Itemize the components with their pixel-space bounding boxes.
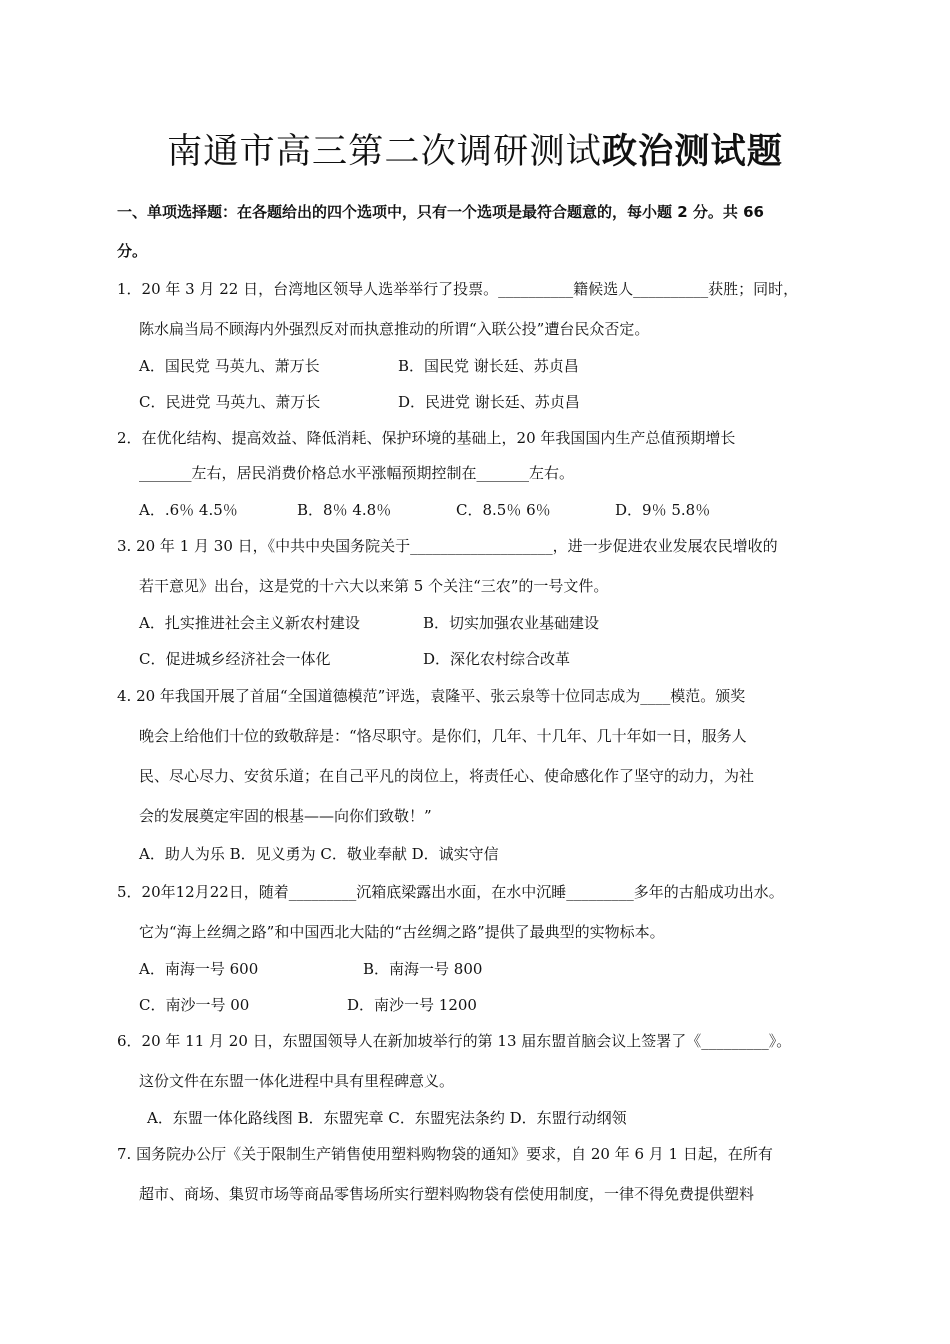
question-2-option-d: D．9％ 5.8％ — [615, 501, 711, 519]
title-main: 南通市高三第二次调研测试 — [166, 131, 602, 172]
question-7-stem-cont: 超市、商场、集贸市场等商品零售场所实行塑料购物袋有偿使用制度，一律不得免费提供塑料 — [139, 1185, 755, 1203]
question-2-option-a: A．.6％ 4.5％ — [139, 501, 238, 519]
question-3-option-b: B．切实加强农业基础建设 — [423, 614, 600, 632]
question-2-stem: 2．在优化结构、提高效益、降低消耗、保护环境的基础上，20 年我国国内生产总值预期增长 — [117, 429, 736, 447]
question-2-stem-cont: _______左右，居民消费价格总水平涨幅预期控制在_______左右。 — [139, 464, 575, 482]
question-4-stem-cont-1: 晚会上给他们十位的致敬辞是：“恪尽职守。是你们，几年、十几年、几十年如一日，服务人 — [139, 727, 747, 745]
question-3-stem: 3. 20 年 1 月 30 日，《中共中央国务院关于___________________，进一步促进农业发展农民增收的 — [117, 537, 778, 555]
question-3-stem-cont: 若干意见》出台，这是党的十六大以来第 5 个关注“三农”的一号文件。 — [139, 577, 609, 595]
question-5-option-d: D．南沙一号 1200 — [347, 996, 477, 1014]
section-heading: 一、单项选择题：在各题给出的四个选项中，只有一个选项是最符合题意的，每小题 2 分。共 66 — [117, 203, 764, 221]
question-4-options: A．助人为乐 B．见义勇为 C．敬业奉献 D．诚实守信 — [139, 845, 499, 863]
question-5-option-b: B．南海一号 800 — [363, 960, 483, 978]
question-3-option-c: C．促进城乡经济社会一体化 — [139, 650, 331, 668]
question-4-stem: 4. 20 年我国开展了首届“全国道德模范”评选，袁隆平、张云泉等十位同志成为____模范。颁奖 — [117, 687, 746, 705]
question-2-option-c: C．8.5％ 6％ — [456, 501, 551, 519]
question-6-options: A．东盟一体化路线图 B．东盟宪章 C．东盟宪法条约 D．东盟行动纲领 — [147, 1109, 627, 1127]
title-subject: 政治测试题 — [601, 131, 783, 172]
page-title — [0, 128, 950, 176]
question-1-option-a: A．国民党 马英九、萧万长 — [139, 357, 320, 375]
question-1-option-b: B．国民党 谢长廷、苏贞昌 — [398, 357, 579, 375]
question-6-stem: 6．20 年 11 月 20 日，东盟国领导人在新加坡举行的第 13 届东盟首脑会议上签署了《_________》。 — [117, 1032, 792, 1050]
question-5-option-a: A．南海一号 600 — [139, 960, 259, 978]
question-1-stem: 1．20 年 3 月 22 日，台湾地区领导人选举举行了投票。__________籍候选人__________获胜；同时， — [117, 280, 799, 298]
question-5-stem: 5．20年12月22日，随着_________沉箱底梁露出水面，在水中沉睡_________多年的古船成功出水。 — [117, 883, 784, 901]
question-1-option-c: C．民进党 马英九、萧万长 — [139, 393, 321, 411]
question-5-option-c: C．南沙一号 00 — [139, 996, 250, 1014]
question-5-stem-cont: 它为“海上丝绸之路”和中国西北大陆的“古丝绸之路”提供了最典型的实物标本。 — [139, 923, 665, 941]
question-3-option-a: A．扎实推进社会主义新农村建设 — [139, 614, 360, 632]
question-4-stem-cont-2: 民、尽心尽力、安贫乐道；在自己平凡的岗位上，将责任心、使命感化作了坚守的动力，为社 — [139, 767, 755, 785]
question-1-stem-cont: 陈水扁当局不顾海内外强烈反对而执意推动的所谓“入联公投”遭台民众否定。 — [139, 320, 650, 338]
question-7-stem: 7. 国务院办公厅《关于限制生产销售使用塑料购物袋的通知》要求，自 20 年 6 月 1 日起，在所有 — [117, 1145, 773, 1163]
question-4-stem-cont-3: 会的发展奠定牢固的根基——向你们致敬！” — [139, 807, 432, 825]
question-6-stem-cont: 这份文件在东盟一体化进程中具有里程碑意义。 — [139, 1072, 455, 1090]
question-1-option-d: D．民进党 谢长廷、苏贞昌 — [398, 393, 580, 411]
section-heading-cont: 分。 — [117, 242, 148, 260]
question-3-option-d: D．深化农村综合改革 — [423, 650, 571, 668]
question-2-option-b: B．8％ 4.8％ — [297, 501, 392, 519]
